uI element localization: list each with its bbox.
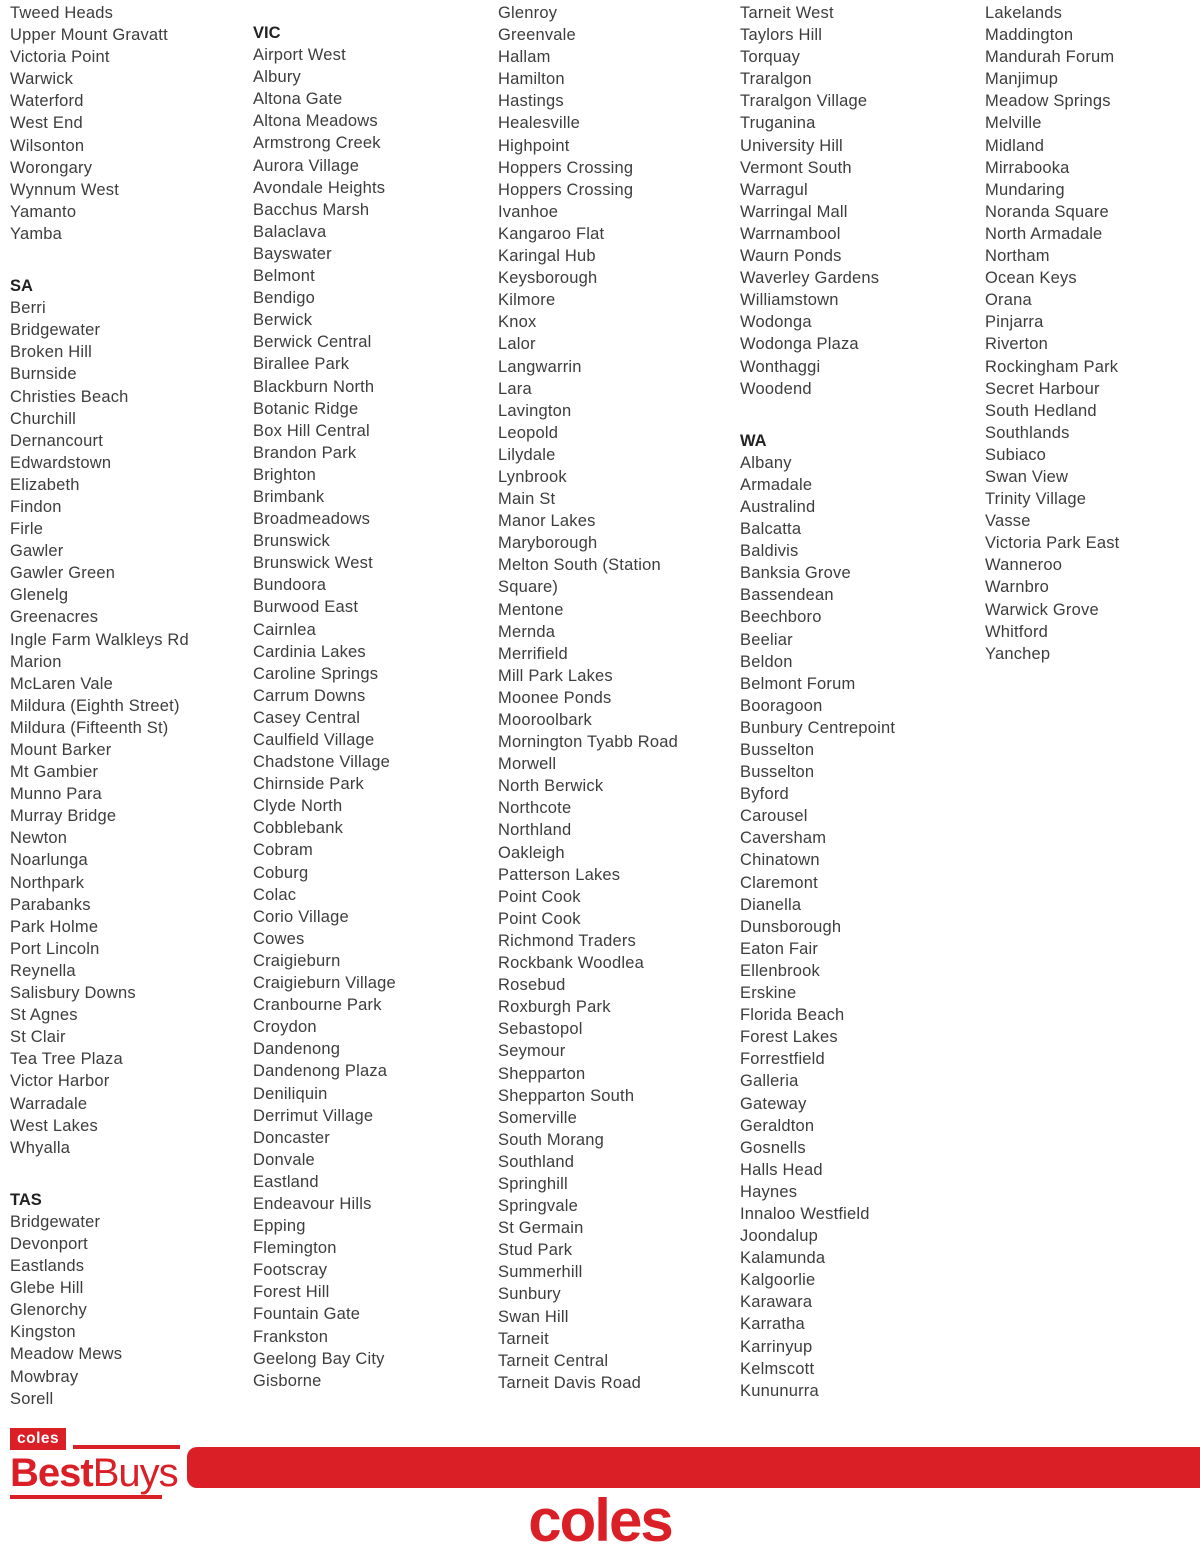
- store-location: Berri: [10, 299, 46, 318]
- store-location: Riverton: [985, 335, 1049, 354]
- store-location: Shepparton: [498, 1064, 586, 1083]
- store-location: Vasse: [985, 512, 1031, 531]
- store-location: Tarneit West: [740, 4, 834, 22]
- store-location: Berwick Central: [253, 333, 372, 352]
- store-location: Brighton: [253, 465, 317, 484]
- store-location: Moonee Ponds: [498, 688, 612, 707]
- store-location: Munno Para: [10, 785, 102, 804]
- store-location: Bacchus Marsh: [253, 200, 370, 219]
- store-location: Armstrong Creek: [253, 134, 381, 153]
- store-location: Wodonga: [740, 313, 812, 332]
- store-location: Woodend: [740, 379, 812, 398]
- store-location: Glenroy: [498, 4, 558, 22]
- store-location: Knox: [498, 313, 537, 332]
- store-location: Sebastopol: [498, 1020, 583, 1039]
- store-location: Florida Beach: [740, 1006, 845, 1025]
- store-location: Brimbank: [253, 487, 325, 506]
- store-location: Warrnambool: [740, 224, 841, 243]
- store-location: Manor Lakes: [498, 512, 596, 531]
- store-location: Gawler Green: [10, 564, 116, 583]
- store-location: Newton: [10, 829, 68, 848]
- store-location: Warragul: [740, 180, 808, 199]
- store-location: Lalor: [498, 335, 536, 354]
- store-location: Patterson Lakes: [498, 865, 621, 884]
- store-location: Ocean Keys: [985, 269, 1077, 288]
- store-location: Botanic Ridge: [253, 399, 359, 418]
- store-location: Hoppers Crossing: [498, 158, 634, 177]
- store-location: Secret Harbour: [985, 379, 1100, 398]
- store-location: Mildura (Fifteenth St): [10, 718, 169, 737]
- store-location: Berwick: [253, 311, 313, 330]
- store-location: Firle: [10, 520, 44, 539]
- store-location: Caversham: [740, 829, 827, 848]
- red-divider-bar: [187, 1447, 1200, 1488]
- store-location: Warradale: [10, 1094, 88, 1113]
- store-location: Claremont: [740, 873, 818, 892]
- store-location: Point Cook: [498, 909, 581, 928]
- store-location: Bassendean: [740, 586, 834, 605]
- store-column-2: [253, 2, 498, 1410]
- store-location: Bridgewater: [10, 1212, 101, 1231]
- store-location: Merrifield: [498, 644, 568, 663]
- store-location: Sorell: [10, 1389, 54, 1408]
- store-location: Hastings: [498, 92, 564, 111]
- store-location: Airport West: [253, 46, 346, 65]
- store-location: Torquay: [740, 48, 801, 67]
- store-location: Waurn Ponds: [740, 247, 842, 266]
- store-location: Main St: [498, 490, 556, 509]
- store-location: Northland: [498, 821, 572, 840]
- store-location: Dunsborough: [740, 917, 842, 936]
- store-location: South Morang: [498, 1130, 605, 1149]
- store-location: Cobram: [253, 841, 313, 860]
- store-location: Mowbray: [10, 1367, 79, 1386]
- store-location: Mount Barker: [10, 741, 112, 759]
- store-location: Tea Tree Plaza: [10, 1050, 123, 1069]
- store-location: Kangaroo Flat: [498, 224, 605, 243]
- store-location: Edwardstown: [10, 453, 112, 472]
- store-location: Mundaring: [985, 180, 1065, 199]
- store-location: Belmont Forum: [740, 674, 856, 693]
- store-location: Meadow Springs: [985, 92, 1111, 111]
- store-location: Mill Park Lakes: [498, 666, 613, 685]
- store-location: Lilydale: [498, 445, 556, 464]
- store-location: Frankston: [253, 1327, 329, 1346]
- store-location: Dernancourt: [10, 431, 103, 450]
- store-location: Beldon: [740, 652, 793, 671]
- store-location: Tweed Heads: [10, 4, 114, 22]
- store-location: Southland: [498, 1152, 575, 1171]
- store-location: Casey Central: [253, 708, 361, 727]
- store-location: Croydon: [253, 1018, 317, 1037]
- store-location: McLaren Vale: [10, 674, 113, 693]
- store-location: Maryborough: [498, 534, 598, 553]
- store-location: Eaton Fair: [740, 939, 819, 958]
- store-location: Pinjarra: [985, 313, 1044, 332]
- store-location: Wanneroo: [985, 556, 1063, 575]
- store-location: Lakelands: [985, 4, 1063, 22]
- store-location: Highpoint: [498, 136, 570, 155]
- store-location: Manjimup: [985, 70, 1059, 89]
- store-location: Truganina: [740, 114, 816, 133]
- store-location: Ivanhoe: [498, 202, 559, 221]
- store-location: Rockbank Woodlea: [498, 954, 644, 973]
- store-location: Mooroolbark: [498, 711, 592, 729]
- store-location: Port Lincoln: [10, 939, 100, 958]
- store-location: Healesville: [498, 114, 580, 133]
- store-location: Rockingham Park: [985, 357, 1119, 376]
- store-location: Ellenbrook: [740, 961, 820, 980]
- store-location: Warnbro: [985, 578, 1050, 597]
- store-location: Cowes: [253, 929, 305, 948]
- store-location: Elizabeth: [10, 475, 80, 494]
- store-location: Wonthaggi: [740, 357, 821, 376]
- store-location: Kelmscott: [740, 1359, 815, 1378]
- store-location: Burwood East: [253, 598, 359, 617]
- store-location: Hamilton: [498, 70, 565, 89]
- store-location: Forest Lakes: [740, 1028, 838, 1047]
- store-location: Gosnells: [740, 1138, 806, 1157]
- store-location: Midland: [985, 136, 1045, 155]
- store-location: Halls Head: [740, 1160, 823, 1179]
- store-location: Gisborne: [253, 1371, 322, 1390]
- store-location: Somerville: [498, 1108, 578, 1127]
- store-location: Balaclava: [253, 222, 327, 241]
- store-location: Bendigo: [253, 289, 315, 308]
- store-location: Geelong Bay City: [253, 1349, 385, 1368]
- store-location: Innaloo Westfield: [740, 1204, 870, 1223]
- store-location: Morwell: [498, 755, 557, 774]
- store-location: Aurora Village: [253, 156, 360, 175]
- store-location: Avondale Heights: [253, 178, 386, 197]
- store-location: Murray Bridge: [10, 807, 117, 826]
- store-location: Banksia Grove: [740, 564, 851, 583]
- store-location: Hoppers Crossing: [498, 180, 634, 199]
- store-location: Whyalla: [10, 1138, 71, 1157]
- store-column-4: [740, 2, 985, 1410]
- store-location: Stud Park: [498, 1241, 573, 1260]
- store-location: Armadale: [740, 475, 813, 494]
- bestbuys-logo-top-row: [10, 1428, 180, 1450]
- store-location: Karrinyup: [740, 1337, 813, 1356]
- store-location: Haynes: [740, 1182, 798, 1201]
- store-location: St Germain: [498, 1219, 584, 1238]
- store-location: Bundoora: [253, 576, 327, 595]
- store-column-3: [498, 2, 740, 1410]
- store-location: Glenorchy: [10, 1301, 88, 1320]
- store-location: Leopold: [498, 423, 559, 442]
- store-location: Gateway: [740, 1094, 807, 1113]
- store-location: Geraldton: [740, 1116, 815, 1135]
- store-location: Findon: [10, 497, 62, 516]
- store-location: Christies Beach: [10, 387, 129, 406]
- store-location: Fountain Gate: [253, 1305, 361, 1324]
- store-location: Birallee Park: [253, 355, 350, 374]
- store-location: St Clair: [10, 1028, 66, 1047]
- store-location: Endeavour Hills: [253, 1194, 372, 1213]
- store-location: West Lakes: [10, 1116, 98, 1135]
- store-location: Cobblebank: [253, 819, 344, 838]
- store-location: Lavington: [498, 401, 572, 420]
- store-location: Mornington Tyabb Road: [498, 733, 679, 752]
- store-location: Baldivis: [740, 542, 799, 561]
- store-location: North Armadale: [985, 224, 1103, 243]
- store-location: Mildura (Eighth Street): [10, 696, 180, 715]
- bestbuys-top-rule: [73, 1445, 180, 1449]
- store-location: Craigieburn Village: [253, 974, 396, 993]
- store-location: Bunbury Centrepoint: [740, 718, 896, 737]
- store-location: Wynnum West: [10, 180, 120, 199]
- store-location: Epping: [253, 1217, 306, 1236]
- store-location: Forrestfield: [740, 1050, 825, 1069]
- store-location: Shepparton South: [498, 1086, 635, 1105]
- store-location: Altona Meadows: [253, 112, 378, 131]
- store-location: Yanchep: [985, 644, 1051, 663]
- store-location: Glenelg: [10, 586, 69, 605]
- store-column-5: [985, 2, 1190, 1410]
- store-location: Altona Gate: [253, 90, 343, 109]
- store-location: Summerhill: [498, 1263, 583, 1282]
- store-location: Doncaster: [253, 1128, 331, 1147]
- store-location: Mernda: [498, 622, 556, 641]
- store-location: Warringal Mall: [740, 202, 848, 221]
- store-location: West End: [10, 114, 83, 133]
- store-location: Bridgewater: [10, 321, 101, 340]
- store-location: Kingston: [10, 1323, 76, 1342]
- store-location: Waterford: [10, 92, 84, 111]
- store-location: Noranda Square: [985, 202, 1109, 221]
- store-location: Mirrabooka: [985, 158, 1070, 177]
- store-location: Beechboro: [740, 608, 822, 627]
- store-location: Yamanto: [10, 202, 77, 221]
- store-location: Langwarrin: [498, 357, 582, 376]
- store-location: Broken Hill: [10, 343, 92, 362]
- store-location: Salisbury Downs: [10, 984, 136, 1003]
- store-location: Devonport: [10, 1234, 88, 1253]
- store-location: Cranbourne Park: [253, 996, 382, 1015]
- store-location: Williamstown: [740, 291, 839, 310]
- store-location: Busselton: [740, 763, 815, 782]
- store-location: Traralgon: [740, 70, 812, 89]
- store-location: Victor Harbor: [10, 1072, 110, 1091]
- store-location: Sunbury: [498, 1285, 561, 1304]
- store-location: Lara: [498, 379, 532, 398]
- store-location: Joondalup: [740, 1227, 818, 1246]
- store-locations-list: [10, 2, 1190, 1410]
- store-location: Forest Hill: [253, 1283, 330, 1302]
- store-location: Mentone: [498, 600, 564, 619]
- bestbuys-word-best: Best: [10, 1451, 93, 1495]
- store-location: Carrum Downs: [253, 686, 366, 705]
- store-location: Booragoon: [740, 696, 823, 715]
- state-header-sa: SA: [10, 277, 33, 296]
- store-location: Brunswick West: [253, 554, 373, 573]
- store-location: St Agnes: [10, 1006, 78, 1025]
- store-location: Upper Mount Gravatt: [10, 26, 168, 45]
- store-location: Brandon Park: [253, 443, 357, 462]
- store-location: Cairnlea: [253, 620, 317, 639]
- store-location: Mandurah Forum: [985, 48, 1115, 67]
- store-location: Hallam: [498, 48, 551, 67]
- store-location: University Hill: [740, 136, 843, 155]
- store-location: Northcote: [498, 799, 572, 818]
- coles-chip-logo: coles: [10, 1428, 66, 1450]
- store-location: Clyde North: [253, 797, 343, 816]
- store-location: Marion: [10, 652, 62, 671]
- store-location: Coburg: [253, 863, 309, 882]
- store-location: Swan View: [985, 467, 1069, 486]
- store-location: Burnside: [10, 365, 77, 384]
- store-location: Greenvale: [498, 26, 576, 45]
- store-location: Subiaco: [985, 445, 1047, 464]
- store-location: Tarneit Davis Road: [498, 1373, 641, 1392]
- store-location: Mt Gambier: [10, 763, 99, 782]
- store-location: Australind: [740, 497, 816, 516]
- state-header-vic: VIC: [253, 24, 281, 42]
- store-location: Balcatta: [740, 520, 802, 539]
- store-location: Broadmeadows: [253, 510, 371, 529]
- store-location: Gawler: [10, 542, 64, 561]
- store-location: Kalgoorlie: [740, 1271, 816, 1290]
- store-location: Chadstone Village: [253, 753, 391, 772]
- store-location: Karawara: [740, 1293, 813, 1312]
- store-location: Albury: [253, 68, 301, 87]
- state-header-tas: TAS: [10, 1190, 42, 1209]
- store-location: Box Hill Central: [253, 421, 370, 440]
- store-location: Springhill: [498, 1174, 568, 1193]
- store-location: Beeliar: [740, 630, 793, 649]
- store-location: Wilsonton: [10, 136, 85, 155]
- store-location: Tarneit Central: [498, 1351, 609, 1370]
- store-location: Karratha: [740, 1315, 805, 1334]
- store-location: North Berwick: [498, 777, 604, 796]
- store-location: Donvale: [253, 1150, 315, 1169]
- store-location: Richmond Traders: [498, 931, 637, 950]
- store-location: Noarlunga: [10, 851, 88, 870]
- store-location: Worongary: [10, 158, 93, 177]
- store-location: Reynella: [10, 961, 76, 980]
- store-location: Seymour: [498, 1042, 566, 1061]
- store-location: Kalamunda: [740, 1249, 826, 1268]
- store-location: Belmont: [253, 267, 315, 286]
- store-location: Warwick: [10, 70, 74, 89]
- store-location: Tarneit: [498, 1329, 549, 1348]
- store-location: Ingle Farm Walkleys Rd: [10, 630, 189, 649]
- store-location: Northpark: [10, 873, 85, 892]
- store-location: Kununurra: [740, 1381, 819, 1400]
- store-location: Roxburgh Park: [498, 998, 611, 1017]
- store-location: Traralgon Village: [740, 92, 868, 111]
- store-location: Greenacres: [10, 608, 99, 627]
- store-location: Karingal Hub: [498, 247, 596, 266]
- store-location: Yamba: [10, 224, 63, 243]
- store-location: Albany: [740, 453, 792, 472]
- store-location: Vermont South: [740, 158, 852, 177]
- store-location: Oakleigh: [498, 843, 565, 862]
- store-location: Derrimut Village: [253, 1106, 374, 1125]
- store-location: Orana: [985, 291, 1032, 310]
- store-location: Eastlands: [10, 1257, 85, 1276]
- store-location: Cardinia Lakes: [253, 642, 366, 661]
- store-location: Kilmore: [498, 291, 556, 310]
- store-location: Corio Village: [253, 907, 349, 926]
- store-location: Waverley Gardens: [740, 269, 880, 288]
- store-location: Churchill: [10, 409, 76, 428]
- store-location: Victoria Park East: [985, 534, 1120, 553]
- store-location: Erskine: [740, 984, 797, 1003]
- store-location: Keysborough: [498, 269, 598, 288]
- store-location: Rosebud: [498, 976, 566, 995]
- store-location: Caulfield Village: [253, 731, 375, 749]
- store-location: Dandenong: [253, 1040, 341, 1059]
- store-location: Eastland: [253, 1172, 319, 1191]
- store-location: Blackburn North: [253, 377, 375, 396]
- store-location: Swan Hill: [498, 1307, 569, 1326]
- store-location: Melville: [985, 114, 1042, 133]
- store-location: Carousel: [740, 807, 808, 826]
- store-location: Deniliquin: [253, 1084, 328, 1103]
- store-location: Flemington: [253, 1239, 337, 1258]
- store-location: Parabanks: [10, 895, 91, 914]
- store-location: Springvale: [498, 1197, 578, 1216]
- store-location: Taylors Hill: [740, 26, 823, 45]
- store-location: Chinatown: [740, 851, 820, 870]
- coles-logo: coles: [528, 1487, 672, 1554]
- store-location: Caroline Springs: [253, 664, 379, 683]
- store-location: Point Cook: [498, 887, 581, 906]
- store-location: Trinity Village: [985, 490, 1087, 509]
- store-location: Northam: [985, 247, 1050, 266]
- store-location: Busselton: [740, 741, 815, 759]
- store-location: Dianella: [740, 895, 802, 914]
- store-location: Brunswick: [253, 532, 330, 551]
- store-location: Chirnside Park: [253, 775, 365, 794]
- store-location: South Hedland: [985, 401, 1097, 420]
- store-location: Park Holme: [10, 917, 99, 936]
- store-location: Melton South (Station Square): [498, 556, 661, 597]
- store-location: Warwick Grove: [985, 600, 1099, 619]
- store-location: Byford: [740, 785, 789, 804]
- store-column-1: [10, 2, 253, 1410]
- store-location: Southlands: [985, 423, 1070, 442]
- bestbuys-word-buys: Buys: [92, 1451, 178, 1495]
- state-header-wa: WA: [740, 431, 767, 450]
- store-location: Meadow Mews: [10, 1345, 123, 1364]
- store-location: Footscray: [253, 1261, 328, 1280]
- store-location: Bayswater: [253, 244, 332, 263]
- store-location: Wodonga Plaza: [740, 335, 859, 354]
- store-location: Dandenong Plaza: [253, 1062, 388, 1081]
- store-location: Maddington: [985, 26, 1074, 45]
- store-location: Glebe Hill: [10, 1279, 84, 1298]
- store-location: Whitford: [985, 622, 1049, 641]
- store-location: Craigieburn: [253, 951, 341, 970]
- store-location: Galleria: [740, 1072, 799, 1091]
- store-location: Lynbrook: [498, 467, 567, 486]
- store-location: Colac: [253, 885, 297, 904]
- store-location: Victoria Point: [10, 48, 110, 67]
